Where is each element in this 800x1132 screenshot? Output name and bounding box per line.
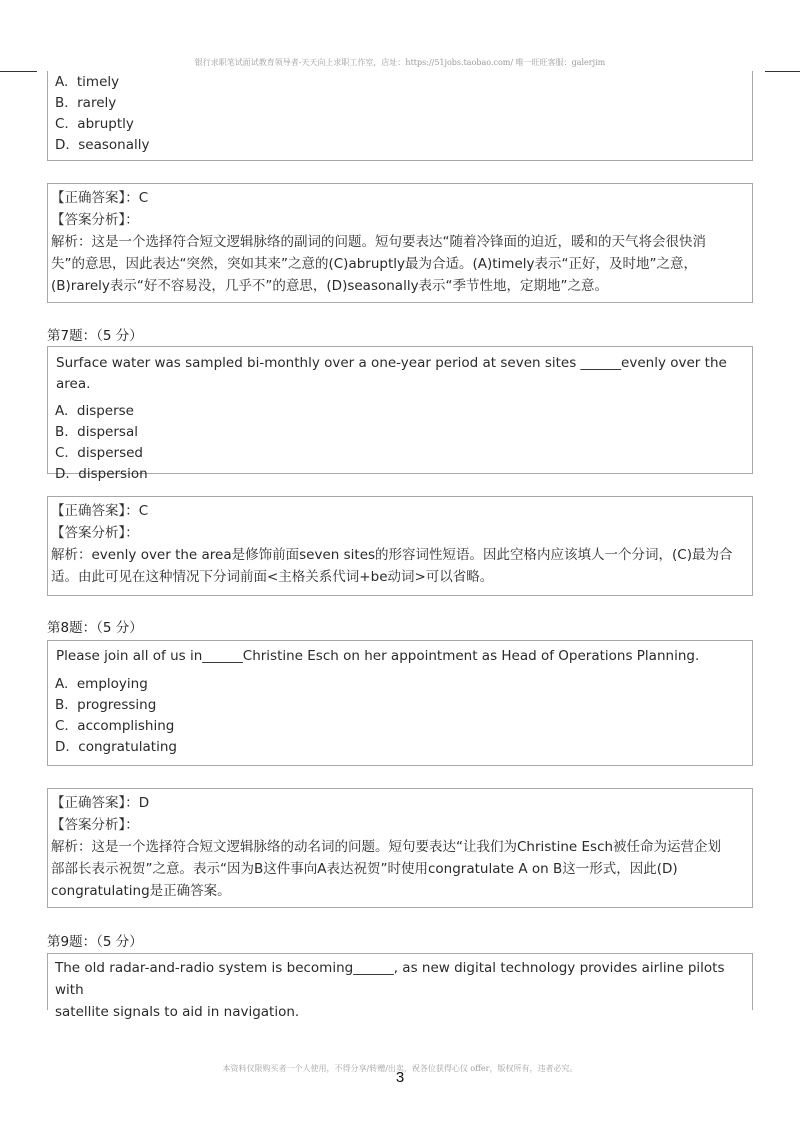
header-rule-right: [765, 71, 800, 72]
question-9-box: [47, 953, 753, 1020]
option-c: C. dispersed: [55, 445, 143, 461]
option-a: A. timely: [55, 74, 120, 90]
correct-answer-label: 【正确答案】：C: [51, 190, 149, 206]
correct-answer-label: 【正确答案】：C: [51, 503, 149, 519]
analysis-line: 解析：这是一个选择符合短文逻辑脉络的副词的问题。短句要表达“随着冷锋面的迫近，暖和的天气将会很快消: [51, 234, 706, 250]
question-9-text-line: The old radar-and-radio system is becoming______, as new digital technology provides airline pilots with: [55, 960, 729, 998]
correct-answer-label: 【正确答案】：D: [51, 795, 150, 811]
question-7-heading: 第7题：（5 分）: [47, 328, 143, 344]
option-b: B. progressing: [55, 697, 157, 713]
option-d: D. congratulating: [55, 739, 177, 755]
question-9-heading: 第9题：（5 分）: [47, 934, 143, 950]
question-7-box: [47, 346, 753, 482]
question-8-text: Please join all of us in______Christine Esch on her appointment as Head of Operations Planning.: [56, 648, 700, 664]
header-watermark-note: 银行求职笔试面试教育领导者-天天向上求职工作室，店址：https://51jobs.taobao.com/ 唯一旺旺客服：galerjim: [194, 58, 606, 67]
question-7-answer-box: [47, 496, 753, 596]
footer-copyright-note: 本资料仅限购买者一个人使用，不得分享/转赠/出卖，祝各位获得心仪 offer，版权所有，违者必究。: [222, 1064, 578, 1073]
question-8-answer-box: [47, 788, 753, 908]
option-d: D. seasonally: [55, 137, 150, 153]
analysis-line: 失”的意思，因此表达“突然，突如其来”之意的(C)abruptly最为合适。(A)timely表示“正好，及时地”之意，: [51, 256, 697, 272]
analysis-line: 适。由此可见在这种情况下分词前面<主格关系代词+be动词>可以省略。: [51, 569, 494, 585]
analysis-line: 部部长表示祝贺”之意。表示“因为B这件事向A表达祝贺”时使用congratulate A on B这一形式，因此(D): [51, 861, 678, 877]
option-b: B. dispersal: [55, 424, 138, 440]
question-8-heading: 第8题：（5 分）: [47, 620, 143, 636]
analysis-label: 【答案分析】：: [51, 817, 139, 833]
analysis-line: congratulating是正确答案。: [51, 883, 231, 899]
question-6-answer-box: [47, 183, 753, 303]
analysis-label: 【答案分析】：: [51, 525, 139, 541]
header-rule-left: [0, 71, 37, 72]
option-d: D. dispersion: [55, 466, 148, 482]
question-7-text: Surface water was sampled bi-monthly over a one-year period at seven sites ______evenly over the area.: [56, 355, 732, 392]
option-b: B. rarely: [55, 95, 117, 111]
analysis-line: 解析：这是一个选择符合短文逻辑脉络的动名词的问题。短句要表达“让我们为Christine Esch被任命为运营企划: [51, 839, 722, 855]
analysis-line: (B)rarely表示“好不容易没，几乎不”的意思，(D)seasonally表示“季节性地，定期地”之意。: [51, 278, 609, 294]
option-a: A. disperse: [55, 403, 134, 419]
question-9-text-line: satellite signals to aid in navigation.: [55, 1004, 300, 1020]
question-8-box: [47, 640, 753, 766]
page-number: 3: [395, 1069, 405, 1086]
option-a: A. employing: [55, 676, 148, 692]
option-c: C. abruptly: [55, 116, 134, 132]
analysis-line: 解析：evenly over the area是修饰前面seven sites的形容词性短语。因此空格内应该填人一个分词，(C)最为合: [51, 547, 733, 563]
analysis-label: 【答案分析】：: [51, 212, 139, 228]
option-c: C. accomplishing: [55, 718, 175, 734]
question-6-options-box: [47, 71, 753, 161]
